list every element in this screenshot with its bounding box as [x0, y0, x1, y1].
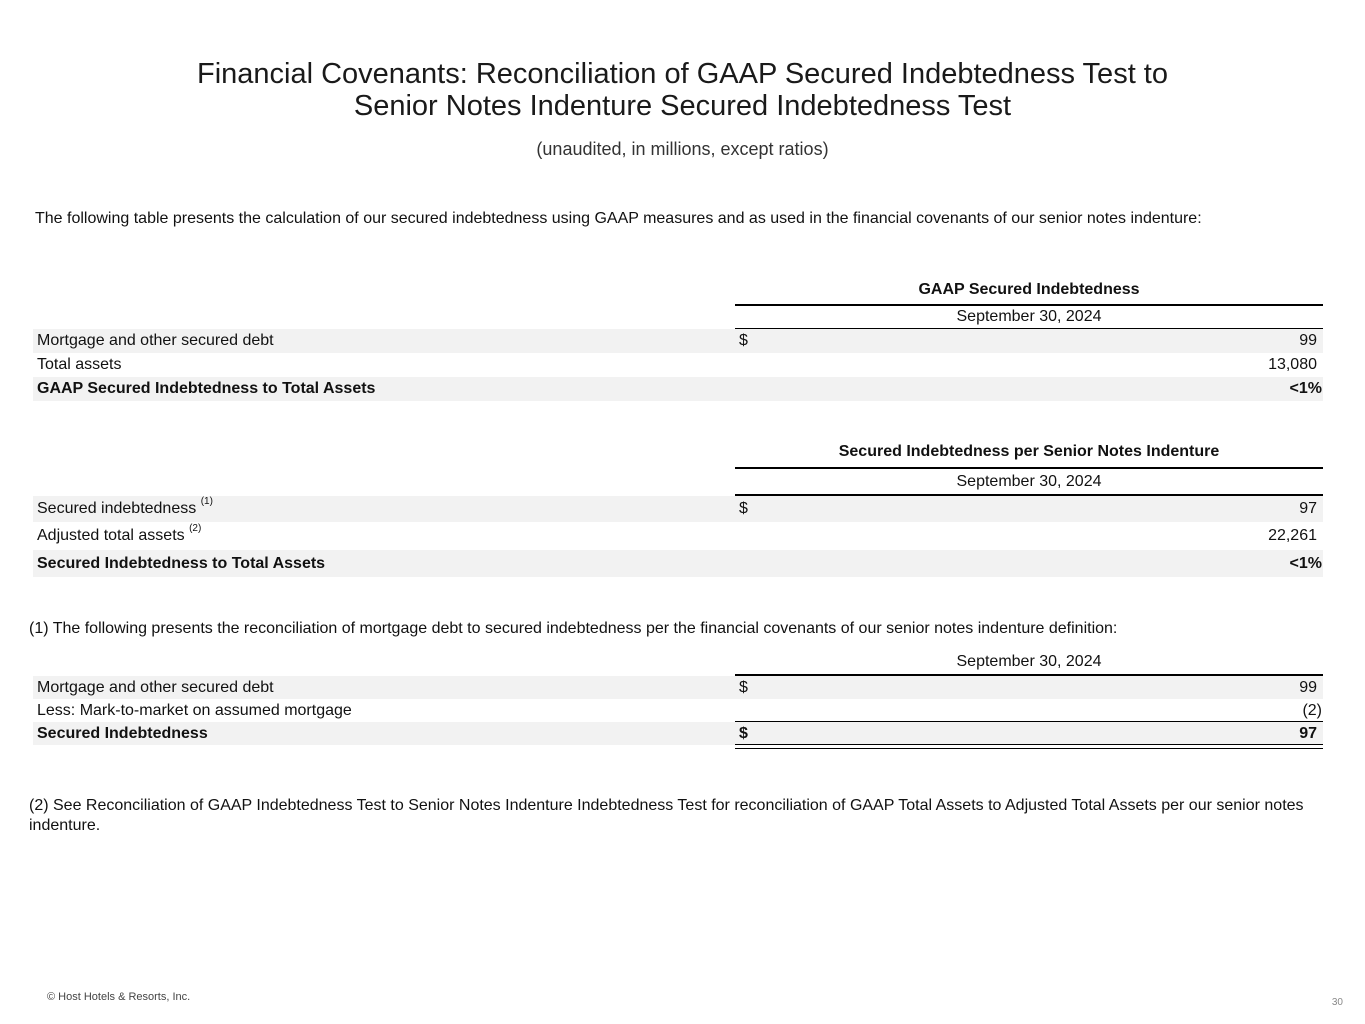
total-double-rule — [735, 744, 1323, 749]
table-row — [33, 550, 1323, 577]
row-value: 97 — [1299, 724, 1317, 742]
table-row — [33, 377, 1323, 401]
row-label: GAAP Secured Indebtedness to Total Assets — [37, 380, 376, 397]
table1-date: September 30, 2024 — [956, 308, 1102, 325]
footnote-marker: (1) — [200, 496, 213, 507]
row-label: Total assets — [37, 356, 122, 373]
row-currency: $ — [739, 332, 748, 349]
row-value: 99 — [1299, 332, 1317, 349]
table2-header: Secured Indebtedness per Senior Notes Indenture — [838, 443, 1220, 460]
row-label — [37, 496, 213, 518]
row-value: (2) — [1302, 701, 1322, 719]
table-row — [33, 496, 1323, 522]
table2-date: September 30, 2024 — [956, 473, 1102, 490]
intro-text: The following table presents the calculation of our secured indebtedness using GAAP measures and as used in the financial covenants of our senior notes indenture: — [35, 210, 1202, 227]
table-row — [33, 676, 1323, 699]
table-row — [33, 699, 1323, 722]
row-value: 22,261 — [1268, 527, 1317, 544]
row-label: Secured Indebtedness — [37, 724, 208, 742]
row-label-text: Adjusted total assets — [37, 527, 185, 544]
row-label — [37, 523, 202, 545]
row-label: Mortgage and other secured debt — [37, 678, 274, 696]
senior-notes-secured-indebtedness-table — [33, 441, 1323, 577]
table-row — [33, 523, 1323, 549]
footnote-2: (2) See Reconciliation of GAAP Indebtedness Test to Senior Notes Indenture Indebtedness Test for reconciliation of GAAP Total Assets to Adjusted Total Assets per our senior notes indenture. — [29, 797, 1304, 834]
page-subtitle: (unaudited, in millions, except ratios) — [536, 139, 829, 159]
row-value: 99 — [1299, 678, 1317, 696]
title-line-2: Senior Notes Indenture Secured Indebtedness Test — [353, 90, 1012, 122]
row-label: Secured Indebtedness to Total Assets — [37, 554, 326, 572]
table-row — [33, 329, 1323, 353]
page-number: 30 — [1331, 997, 1343, 1008]
row-label-text: Secured indebtedness — [37, 500, 197, 517]
mortgage-reconciliation-table — [33, 652, 1323, 750]
row-label: Mortgage and other secured debt — [37, 332, 274, 349]
row-value: <1% — [1289, 380, 1322, 397]
table1-header: GAAP Secured Indebtedness — [918, 281, 1140, 298]
table3-date: September 30, 2024 — [956, 653, 1102, 670]
footnote-1: (1) The following presents the reconciliation of mortgage debt to secured indebtedness per the financial covenants of our senior notes indenture definition: — [29, 620, 1118, 637]
page-title — [0, 58, 1365, 122]
row-value: 13,080 — [1268, 356, 1317, 373]
table2-header-rule — [735, 467, 1323, 469]
row-value: 97 — [1299, 500, 1317, 517]
row-label: Less: Mark-to-market on assumed mortgage — [37, 701, 352, 719]
table-row — [33, 353, 1323, 377]
table1-header-rule — [735, 304, 1323, 306]
row-currency: $ — [739, 678, 748, 696]
copyright-footer: © Host Hotels & Resorts, Inc. — [47, 991, 191, 1003]
title-line-1: Financial Covenants: Reconciliation of GAAP Secured Indebtedness Test to — [196, 58, 1168, 90]
gaap-secured-indebtedness-table — [33, 280, 1323, 402]
table-row — [33, 722, 1323, 745]
footnote-marker: (2) — [189, 523, 202, 534]
row-currency: $ — [739, 500, 748, 517]
row-value: <1% — [1289, 554, 1322, 572]
row-currency: $ — [739, 724, 748, 742]
